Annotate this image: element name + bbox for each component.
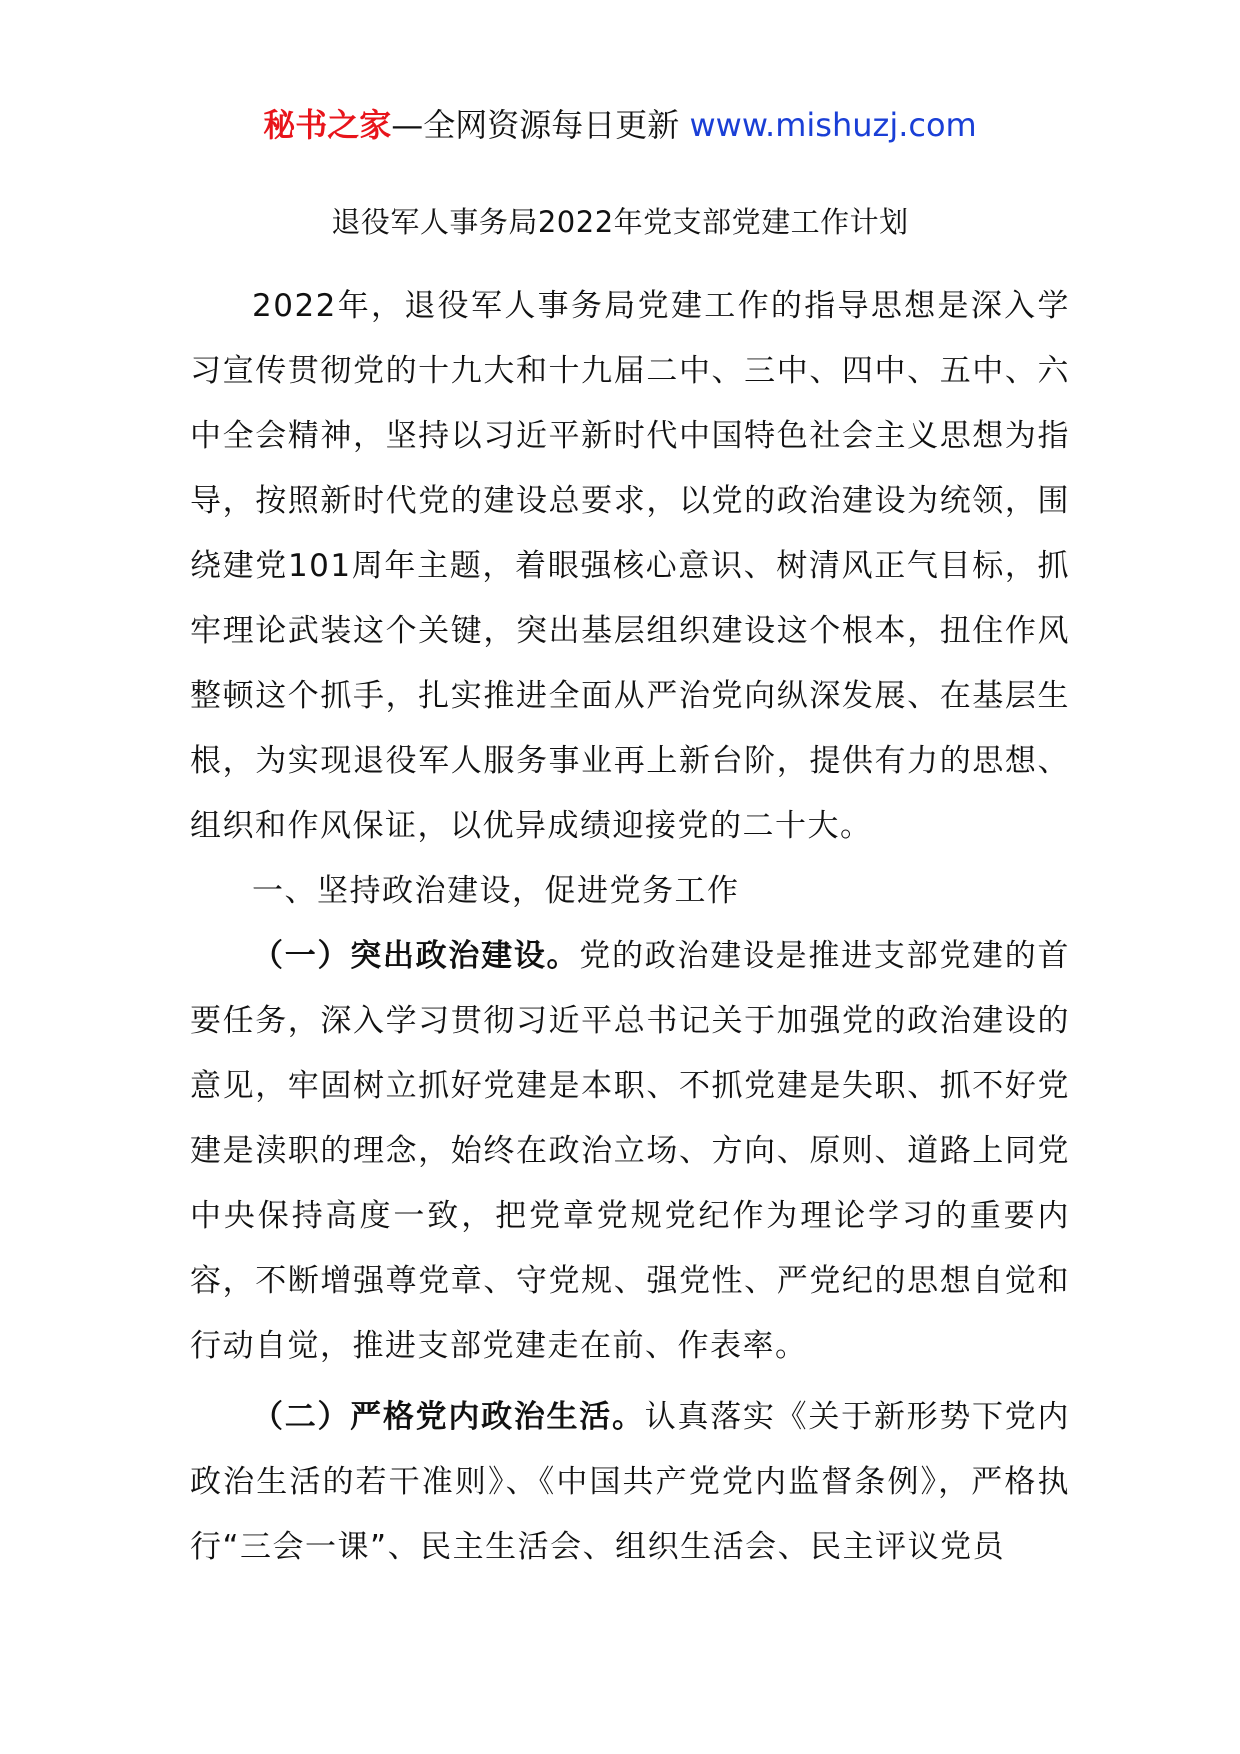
document-body (190, 274, 1070, 1580)
item-2-lead: （二）严格党内政治生活。 (252, 1399, 645, 1435)
item-paragraph-1 (190, 924, 1070, 1379)
site-header (0, 100, 1240, 150)
item-paragraph-2 (190, 1385, 1070, 1580)
site-url-link[interactable]: www.mishuzj.com (689, 106, 977, 144)
site-brand: 秘书之家 (263, 106, 392, 144)
section-heading-1: 一、坚持政治建设，促进党务工作 (252, 873, 740, 909)
item-2-text: 认真落实《关于新形势下党内政治生活的若干准则》、《中国共产党党内监督条例》，严格执行“三会一课”、民主生活会、组织生活会、民主评议党员 (190, 1399, 1070, 1565)
item-1-lead: （一）突出政治建设。 (252, 938, 580, 974)
document-title: 退役军人事务局2022年党支部党建工作计划 (331, 205, 909, 239)
item-1-text: 党的政治建设是推进支部党建的首要任务，深入学习贯彻习近平总书记关于加强党的政治建设的意见，牢固树立抓好党建是本职、不抓党建是失职、抓不好党建是渎职的理念，始终在政治立场、方向、原则、道路上同党中央保持高度一致，把党章党规党纪作为理论学习的重要内容，不断增强尊党章、守党规、强党性、严党纪的思想自觉和行动自觉，推进支部党建走在前、作表率。 (190, 938, 1071, 1364)
intro-paragraph: 2022年，退役军人事务局党建工作的指导思想是深入学习宣传贯彻党的十九大和十九届二中、三中、四中、五中、六中全会精神，坚持以习近平新时代中国特色社会主义思想为指导，按照新时代党的建设总要求，以党的政治建设为统领，围绕建党101周年主题，着眼强核心意识、树清风正气目标，抓牢理论武装这个关键，突出基层组织建设这个根本，扭住作风整顿这个抓手，扎实推进全面从严治党向纵深发展、在基层生根，为实现退役军人服务事业再上新台阶，提供有力的思想、组织和作风保证，以优异成绩迎接党的二十大。 (190, 288, 1070, 844)
site-tagline: —全网资源每日更新 (391, 106, 690, 144)
